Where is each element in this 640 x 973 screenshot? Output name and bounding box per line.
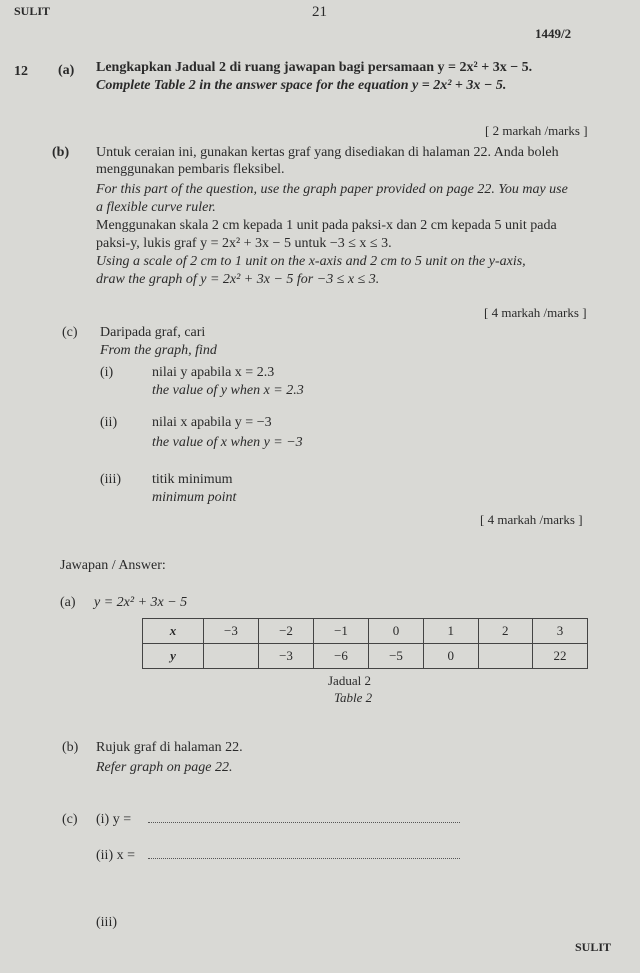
table-row-x — [143, 619, 588, 644]
answer-c-ii: (ii) x = — [96, 848, 135, 863]
answer-a-label: (a) — [60, 595, 76, 610]
part-b-malay-3: Menggunakan skala 2 cm kepada 1 unit pada paksi-x dan 2 cm kepada 5 unit pada — [96, 218, 557, 233]
y-cell-blank[interactable] — [478, 644, 532, 669]
part-c-iii-malay: titik minimum — [152, 472, 233, 487]
x-cell: −3 — [203, 619, 258, 644]
answer-a-equation: y = 2x² + 3x − 5 — [94, 595, 188, 610]
question-number: 12 — [14, 64, 28, 79]
x-cell: 2 — [478, 619, 532, 644]
part-b-english-2: a flexible curve ruler. — [96, 200, 216, 215]
answer-c-ii-line[interactable] — [148, 858, 460, 859]
x-cell: −2 — [258, 619, 313, 644]
page-number: 21 — [312, 4, 327, 20]
header-sulit: SULIT — [14, 4, 51, 18]
part-b-malay-1: Untuk ceraian ini, gunakan kertas graf yang disediakan di halaman 22. Anda boleh — [96, 145, 559, 160]
part-c-ii-malay: nilai x apabila y = −3 — [152, 415, 272, 430]
table-row-y — [143, 644, 588, 669]
part-c-i-malay: nilai y apabila x = 2.3 — [152, 365, 275, 380]
part-b-english-3: Using a scale of 2 cm to 1 unit on the x-axis and 2 cm to 5 unit on the y-axis, — [96, 254, 526, 269]
part-c-i-english: the value of y when x = 2.3 — [152, 383, 304, 398]
part-b-english-1: For this part of the question, use the graph paper provided on page 22. You may use — [96, 182, 568, 197]
part-c-ii-english: the value of x when y = −3 — [152, 435, 303, 450]
x-cell: 3 — [533, 619, 588, 644]
y-header: y — [143, 644, 204, 669]
answer-b-label: (b) — [62, 740, 79, 755]
part-c-malay: Daripada graf, cari — [100, 325, 206, 340]
part-c-i-label: (i) — [100, 365, 114, 380]
part-a-marks: [ 2 markah /marks ] — [485, 123, 588, 138]
part-b-marks: [ 4 markah /marks ] — [484, 305, 587, 320]
part-c-ii-label: (ii) — [100, 415, 118, 430]
part-b-malay-2: menggunakan pembaris fleksibel. — [96, 162, 285, 177]
part-a-english: Complete Table 2 in the answer space for the equation y = 2x² + 3x − 5. — [96, 78, 507, 93]
part-b-english-4: draw the graph of y = 2x² + 3x − 5 for −3 ≤ x ≤ 3. — [96, 272, 380, 287]
y-cell: 0 — [424, 644, 478, 669]
y-cell: −5 — [369, 644, 424, 669]
paper-code: 1449/2 — [535, 26, 572, 41]
y-cell-blank[interactable] — [203, 644, 258, 669]
x-cell: 1 — [424, 619, 478, 644]
part-a-label: (a) — [58, 63, 75, 78]
part-c-label: (c) — [62, 325, 78, 340]
part-c-english: From the graph, find — [100, 343, 217, 358]
answer-c-i-line[interactable] — [148, 822, 460, 823]
x-cell: 0 — [369, 619, 424, 644]
answer-table — [142, 618, 588, 669]
table-caption-malay: Jadual 2 — [328, 673, 371, 688]
x-cell: −1 — [314, 619, 369, 644]
answer-c-label: (c) — [62, 812, 78, 827]
answer-c-iii: (iii) — [96, 915, 117, 930]
answer-b-malay: Rujuk graf di halaman 22. — [96, 740, 243, 755]
y-cell: 22 — [533, 644, 588, 669]
part-b-label: (b) — [52, 145, 70, 160]
part-a-malay: Lengkapkan Jadual 2 di ruang jawapan bagi persamaan y = 2x² + 3x − 5. — [96, 60, 533, 75]
part-c-iii-english: minimum point — [152, 490, 237, 505]
answer-title: Jawapan / Answer: — [60, 558, 166, 573]
table-caption-english: Table 2 — [334, 690, 373, 705]
answer-c-i: (i) y = — [96, 812, 132, 827]
part-c-iii-label: (iii) — [100, 472, 121, 487]
y-cell: −6 — [314, 644, 369, 669]
part-b-malay-4: paksi-y, lukis graf y = 2x² + 3x − 5 untuk −3 ≤ x ≤ 3. — [96, 236, 392, 251]
answer-b-english: Refer graph on page 22. — [96, 760, 233, 775]
part-c-marks: [ 4 markah /marks ] — [480, 512, 583, 527]
y-cell: −3 — [258, 644, 313, 669]
x-header: x — [143, 619, 204, 644]
footer-sulit: SULIT — [575, 940, 612, 954]
